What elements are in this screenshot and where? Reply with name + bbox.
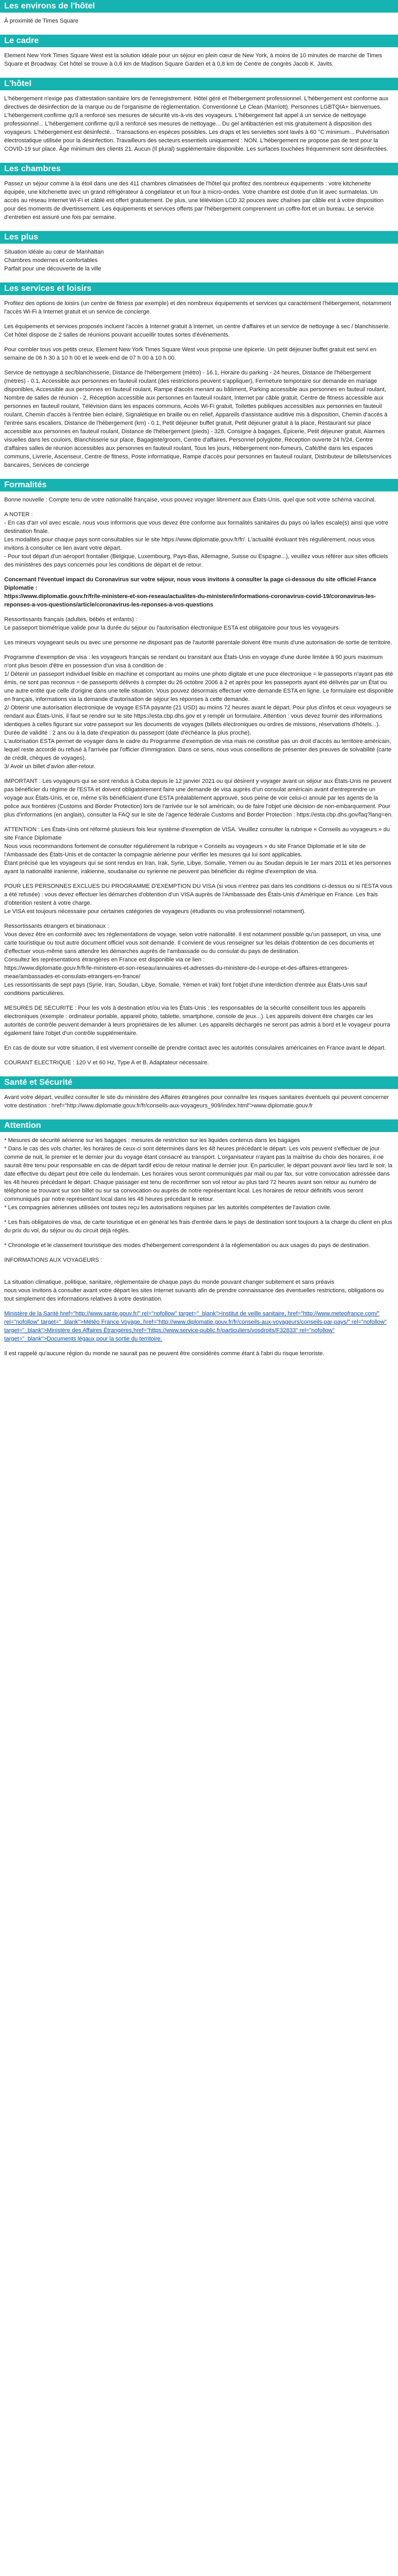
- section-body-hotel: [0, 90, 398, 163]
- section-body-formalites: [0, 491, 398, 1076]
- section-body-attention: [0, 1132, 398, 1367]
- section-title-chambres: Les chambres: [0, 163, 398, 175]
- formalites-paragraph-3: Concernant l'éventuel impact du Coronavirus sur votre séjour, nous vous invitons à consulter la page ci-dessous du site officiel France Diplomatie : https://www.diplomatie.gouv.fr/fr/le-ministere-et-son-reseau/actualites-du-ministere/informations-coronavirus-covid-19/coronavirus-les-reponses-a-vos-questions/article/coronavirus-les-reponses-a-vos-questions: [4, 577, 376, 608]
- section-cadre: [0, 35, 398, 78]
- section-title-attention: Attention: [0, 1119, 398, 1132]
- section-chambres: [0, 163, 398, 231]
- cadre-paragraph: Element New York Times Square West est la solution idéale pour un séjour en plein cœur de New York, à moins de 10 minutes de marche de Times Square et Broadway. Cet hôtel se trouve à 0,6 km de Madison Square Garden et à 0,8 km de Centre de congrès Jacob K. Javits.: [4, 53, 382, 67]
- formalites-paragraph-1: Bonne nouvelle : Compte tenu de votre nationalité française, vous pouvez voyager librement aux États-Unis, quel que soit votre schéma vaccinal.: [4, 497, 376, 503]
- section-body-services: [0, 295, 398, 479]
- services-paragraph-1: Profitez des options de loisirs (un centre de fitness par exemple) et des nombreux équipements et services qui caractérisent l'hébergement, notamment l'accès Wi-Fi à Internet gratuit et un service de concierge.: [4, 300, 392, 315]
- attention-paragraph-4: INFORMATIONS AUX VOYAGEURS :: [4, 1257, 102, 1263]
- attention-paragraph-5: La situation climatique, politique, sanitaire, réglementaire de chaque pays du monde pouvant changer subitement et sans préavis nous vous invitons à consulter avant votre départ les sites Internet suivants afin de prendre connaissance des éventuelles restrictions, obligations ou tout simplement des informations relatives à votre destination.: [4, 1279, 384, 1302]
- section-title-hotel: L'hôtel: [0, 78, 398, 90]
- services-paragraph-3: Pour combler tous vos petits creux, Element New York Times Square West vous propose une épicerie. Un petit déjeuner buffet gratuit est servi en semaine de 06 h 30 à 10 h 00 et le week-end de 07 h 00 à 10 h 00.: [4, 347, 376, 361]
- formalites-paragraph-13: COURANT ELECTRIQUE : 120 V et 60 Hz, Type A et B. Adaptateur nécessaire.: [4, 1060, 209, 1066]
- formalites-paragraph-2: A NOTER : - En cas d'arr vol avec escale, nous vous informons que vous devez être conforme aux formalités sanitaires du pays où la/les escale(s) ainsi que votre destination finale. Les modalités pour chaque pays sont consultables sur le site https://www.diplomatie.gouv.fr/fr/. L'actualité évoluant très régulièrement, nous vous invitons à consulter ce lien avant votre départ. - Pour tout départ d'un aéroport frontalier (Belgique, Luxembourg, Pays-Bas, Allemagne, Suisse ou Espagne...), veuillez vous référer aux sites officiels des ministères des pays concernés pour les conditions de départ et de retour.: [4, 511, 389, 568]
- hotel-paragraph: L'hébergement n'exige pas d'attestation sanitaire lors de l'enregistrement. Hôtel géré et l'hébergement professionnel. L'hébergement est conforme aux directives de désinfection de la marque ou de l'organisme de réglementation. Conventionné Le Clean (Marriott). Personnes LGBTQIA+ bienvenues. L'hébergement confirme qu'il a renforcé ses mesures de sécurité vis-à-vis des voyageurs. L'hébergement fait appel à un service de nettoyage professionnel... L'hébergement confirme qu'il a renforcé ses mesures de nettoyage... Du gel antibactérien est mis gratuitement à disposition des voyageurs. L'hébergement est désinfecté... Transactions en espèces possibles. Les draps et les serviettes sont lavés à 60 °C minimum... Pulvérisation électrostatique utilisée pour la désinfection. Travailleurs des secteurs essentiels uniquement : NON. L'hébergement ne propose pas de test pour la COVID-19 sur place. Âge minimum des clients 21. Aucun (Il plural) supplémentaire disponible. Les surfaces touchées fréquemment sont désinfectées.: [4, 96, 389, 152]
- section-title-services: Les services et loisirs: [0, 282, 398, 295]
- formalites-paragraph-12: En cas de doute sur votre situation, il est vivement conseillé de prendre contact avec les autorités consulaires américaines en France avant le départ.: [4, 1045, 386, 1051]
- section-title-formalites: Formalités: [0, 479, 398, 491]
- attention-paragraph-7: Il est rappelé qu'aucune région du monde ne saurait pas ne peuvent être considérés comme étant à l'abri du risque terroriste.: [4, 1350, 324, 1357]
- formalites-paragraph-10: Ressortissants étrangers et binationaux : Vous devez être en conformité avec les réglementations de voyage, selon votre nationalité. Il est notamment possible qu'un passeport, un visa, une carte touristique ou tout autre document officiel vous soit demandé. Il convient de vous renseigner sur les délais d'obtention de ces documents et d'effectuer vous-même sans attendre les démarches auprès de l'ambassade ou du consulat du pays de destination. Consultez les représentations étrangères en France est disponible via ce lien : https://www.diplomatie.gouv.fr/fr/le-ministere-et-son-reseau/annuaires-et-adresses-du-ministere-de-l-europe-et-des-affaires-etrangeres-meae/ambassades-et-consulats-etrangers-en-france/ Les ressortissants de sept pays (Syrie, Iran, Soudan, Libye, Somalie, Yémen et Irak) font l'objet d'une interdiction d'entrée aux États-Unis sauf conditions particulières.: [4, 923, 381, 997]
- formalites-paragraph-7: IMPORTANT : Les voyageurs qui se sont rendus à Cuba depuis le 12 janvier 2021 ou qui désirent y voyager avant un séjour aux États-Unis ne peuvent pas bénéficier du régime de l'ESTA et doivent obligatoirement faire une demande de visa auprès d'un consulat américain avant d'entreprendre un voyage aux États-Unis, et ce, même s'ils bénéficiaient d'une ESTA préalablement approuvé, sous peine de voir celui-ci annulé par les agents de la police aux frontières (Customs and Border Protection) lors de l'arrivée sur le sol américain, ou de faire l'objet une décision de non-embarquement. Pour plus d'informations (en anglais), consulter la FAQ sur le site de l'agence fédérale Customs and Border Protection : https://esta.cbp.dhs.gov/faq?lang=en.: [4, 778, 393, 818]
- attention-paragraph-2: * Les frais obligatoires de visa, de carte touristique et en général les frais d'entrée dans le pays de destination sont toujours à la charge du client en plus du prix du vol, du séjour ou du circuit déjà réglés.: [4, 1219, 392, 1234]
- environs-paragraph: À proximité de Times Square: [4, 18, 79, 24]
- sante-paragraph: Avant votre départ, veuillez consulter le site du ministère des Affaires étrangères pour connaître les risques sanitaires éventuels qui peuvent concerner votre destination : href="http://www.diplomatie.gouv.fr/fr/conseils-aux-voyageurs_909/index.html">www.diplomatie.gouv.fr: [4, 1094, 389, 1109]
- section-body-sante: [0, 1089, 398, 1119]
- section-hotel: [0, 78, 398, 163]
- section-title-cadre: Le cadre: [0, 35, 398, 47]
- attention-paragraph-3: * Chronologie et le classement touristique des modes d'hébergement correspondent à la réglementation ou aux usages du pays de destination.: [4, 1242, 370, 1249]
- section-sante: [0, 1076, 398, 1119]
- formalites-paragraph-8: ATTENTION : Les États-Unis ont réformé plusieurs fois leur système d'exemption de VISA. Veuillez consulter la rubrique « Conseils au voyageurs » du site France Diplomatie Nous vous recommandons fortement de consulter régulièrement la rubrique « Conseils au voyageurs » du site France Diplomatie et le site de l'Ambassade des États-Unis et de contacter la compagnie aérienne pour vérifier les mesures qui lui sont applicables. Étant précisé que les voyageurs qui se sont rendus en Iran, Irak, Syrie, Libye, Somalie, Yémen ou au Soudan depuis le 1er mars 2011 et les personnes ayant la nationalité iranienne, irakienne, soudanaise ou syrienne ne peuvent pas bénéficier du régime d'exemption de visa.: [4, 826, 392, 875]
- section-title-environs: Les environs de l'hôtel: [0, 0, 398, 13]
- chambres-paragraph: Passez un séjour comme à la étoil dans une des 411 chambres climatisées de l'hôtel qui profitez des nombreux équipements : votre kitchenette équipée, une kitchenette avec un grand réfrigérateur à congélateur et un four à micro-ondes. Votre chambre est dotée d'un lit avec surmatelas. Un accès au réseau Internet Wi-Fi et câblé est offert gratuitement. De plus, une télévision LCD 32 pouces avec chaînes par câble est à votre disposition pour des moments de divertissement. Les équipements et services offerts par l'hébergement comprennent un coffre-fort et un bureau. Le service d'entretien est assuré une fois par semaine.: [4, 181, 384, 221]
- plus-paragraph: Situation idéale au cœur de Manhattan Chambres modernes et confortables Parfait pour une découverte de la ville: [4, 249, 104, 272]
- formalites-paragraph-9: POUR LES PERSONNES EXCLUES DU PROGRAMME D'EXEMPTION DU VISA (si vous n'entrez pas dans les conditions ci-dessus ou si l'ESTA vous a été refusée) : vous devez effectuer les démarches d'obtention d'un VISA auprès de l'Ambassade des États-Unis d'Amérique en France. Les frais d'obtention restent à votre charge. Le VISA est toujours nécessaire pour certaines catégories de voyageurs (étudiants ou visa professionnel notamment).: [4, 883, 393, 915]
- formalites-paragraph-11: MESURES DE SECURITE : Pour les vols à destination et/ou via les États-Unis : les responsables de la sécurité conseillent tous les appareils électroniques (exemple : ordinateur portable, appareil photo, tablette, smartphone, console de jeux...). Les appareils doivent être chargés car les autorités de contrôle peuvent demander à leurs propriétaires de les allumer. Les appareils déchargés ne seront pas admis à bord et le voyageur pourra également faire l'objet d'un contrôle supplémentaire.: [4, 1005, 390, 1036]
- section-formalites: [0, 479, 398, 1076]
- formalites-paragraph-5: Les mineurs voyageant seuls ou avec une personne ne disposant pas de l'autorité parentale doivent être munis d'une autorisation de sortie de territoire.: [4, 640, 392, 646]
- section-title-sante: Santé et Sécurité: [0, 1076, 398, 1089]
- services-paragraph-2: Les équipements et services proposés incluent l'accès à Internet gratuit à Internet, un centre d'affaires et un service de nettoyage à sec / blanchisserie. Cet hôtel dispose de 2 salles de réunions pouvant accueillir toutes sortes d'événements.: [4, 323, 390, 338]
- spacer: [4, 1271, 394, 1278]
- section-body-environs: [0, 13, 398, 35]
- formalites-paragraph-6: Programme d'exemption de visa : les voyageurs français se rendant ou transitant aux États-Unis en voyage d'une durée limitée à 90 jours maximum n'ont plus besoin d'être en possession d'un visa à condition de : 1/ Détenir un passeport individuel lisible en machine et comportant au moins une photo digitale et une puce électronique = le passeports n'ayant pas été émis, ne sont pas reconnus = de passeports délivrés à compter du 26 octobre 2006 à 2 et après pour les passeports ayant été délivrés par un État ou une autre entité que celle d'origine dans une telle situation. Vous pouvez désormais effectuer votre demande ESTA en ligne. Le formulaire est disponible en français, informations via la demande d'autorisation de séjour les réponses à cette demande. 2/ Obtenir une autorisation électronique de voyage ESTA payante (21 USD) au moins 72 heures avant le départ. Pour plus d'infos et ceux voyageurs se rendant aux États-Unis, il faut se rendre sur le site https://esta.cbp.dhs.gov et y remplir un formulaire. Attention : vous devez fournir des informations identiques à celles figurant sur votre passeport sur les documents de voyages (billets électroniques ou ordres de missions, réservations d'hôtels...). Durée de validité : 2 ans ou à la date d'expiration du passeport (date d'échéance la plus proche). L'autorisation ESTA permet de voyager dans le cadre du Programme d'exemption de visa mais ne constitue pas un droit d'accès au territoire américain, lequel reste accordé ou refusé à l'arrivée par l'officier d'immigration. Dans ce sens, nous vous conseillons de présenter des preuves de solvabilité (carte de crédit, chèques de voyages). 3/ Avoir un billet d'avion aller-retour.: [4, 654, 393, 770]
- section-body-plus: [0, 244, 398, 282]
- section-title-plus: Les plus: [0, 231, 398, 244]
- section-environs: [0, 0, 398, 35]
- section-attention: [0, 1119, 398, 1367]
- services-paragraph-4: Service de nettoyage à sec/blanchisserie, Distance de l'hébergement (métro) - 16.1, Horaire du parking - 24 heures, Distance de l'hébergement (mètres) - 0.1, Accessible aux personnes en fauteuil roulant (des restrictions peuvent s'appliquer), Fermeture temporaire sur demande en mariage disponibles, Accessible aux personnes en fauteuil roulant, Rampe d'accès menant au bâtiment, Parking accessible aux personnes en fauteuil roulant, Nombre de salles de réunion - 2, Réception accessible aux personnes en fauteuil roulant, Internet par câble gratuit, Centre de fitness accessible aux personnes en fauteuil roulant, Télévision dans les espaces communs, Accès Wi-Fi gratuit, Toilettes publiques accessibles aux personnes en fauteuil roulant, Chemin d'accès à l'entrée bien éclairé, Signalétique en braille ou en relief, Appareils d'assistance auditive mis à disposition, Chemin d'accès à l'entrée sans escaliers, Distance de l'hébergement (km) - 0.1, Petit déjeuner buffet gratuit, Petit déjeuner gratuit à la place, Restaurant sur place accessible aux personnes en fauteuil roulant, Distance de l'hébergement (pieds) - 328, Consigne à bagages, Épicerie, Petit déjeuner gratuit, Alarmes visuelles dans les couloirs, Blanchisserie sur place, Bagagiste/groom, Centre d'affaires, Personnel polyglotte, Réception ouverte 24 h/24, Centre d'affaires salles de réunion accessibles aux personnes en fauteuil roulant, Tous les jours, Hébergement non-fumeurs, Café/thé dans les espaces communs, Livrerie, Ascenseur, Centre de fitness, Poste informatique, Rampe d'accès pour personnes en fauteuil roulant, Distributeur de billets/services bancaires, Services de concierge: [4, 370, 392, 468]
- attention-links-paragraph[interactable]: Ministère de la Santé href="http://www.sante.gouv.fr/" rel="nofollow" target="_blank">Institut de veille sanitaire, href="http://www.meteofrance.com/" rel="nofollow" target="_blank">Météo France Voyage, href="http://www.diplomatie.gouv.fr/fr/conseils-aux-voyageurs/conseils-par-pays/" rel="nofollow" target="_blank">Ministère des Affaires Étrangères,href="https://www.service-public.fr/particuliers/vosdroits/F32833" rel="nofollow" target="_blank">Documents légaux pour la sortie du territoire.: [4, 1311, 387, 1342]
- section-body-chambres: [0, 175, 398, 231]
- section-body-cadre: [0, 47, 398, 78]
- section-plus: [0, 231, 398, 282]
- formalites-paragraph-4: Ressortissants français (adultes, bébés et enfants) : Le passeport biométrique valide pour la durée du séjour ou l'autorisation électronique ESTA est obligatoire pour tous les voyageurs.: [4, 616, 340, 631]
- attention-paragraph-1: * Mesures de sécurité aérienne sur les bagages : mesures de restriction sur les liquides contenus dans les bagages * Dans le cas des vols charter, les horaires de ceux-ci sont déterminés dans les 48 heures précédant le départ. Les vols peuvent s'effectuer de jour comme de nuit, le premier et le dernier jour du voyage étant consacré au transport. L'organisateur n'ayant pas la maîtrise du choix des horaires, il ne saurait être tenu pour responsable en cas de départ tardif et/ou de retour matinal le dernier jour. En particulier, le départ pouvant avoir lieu tard le soir, la date effective du départ peut être celle du lendemain. Les horaires vous seront communiqués par mail ou par fax, sur votre convocation adressée dans les 48 heures précédant le départ. Chaque passager est tenu de reconfirmer son vol retour au plus tard 72 heures avant son retour au numéro de téléphone se trouvant sur son billet ou sur sa convocation ou auprès de notre représentant local. Les horaires de retour définitifs vous seront communiqués par notre représentant local dans les 48 heures précédant le retour. * Les compagnies aériennes utilisées ont toutes reçu les autorisations requises par les autorités compétentes de l'aviation civile.: [4, 1137, 393, 1211]
- section-services: [0, 282, 398, 479]
